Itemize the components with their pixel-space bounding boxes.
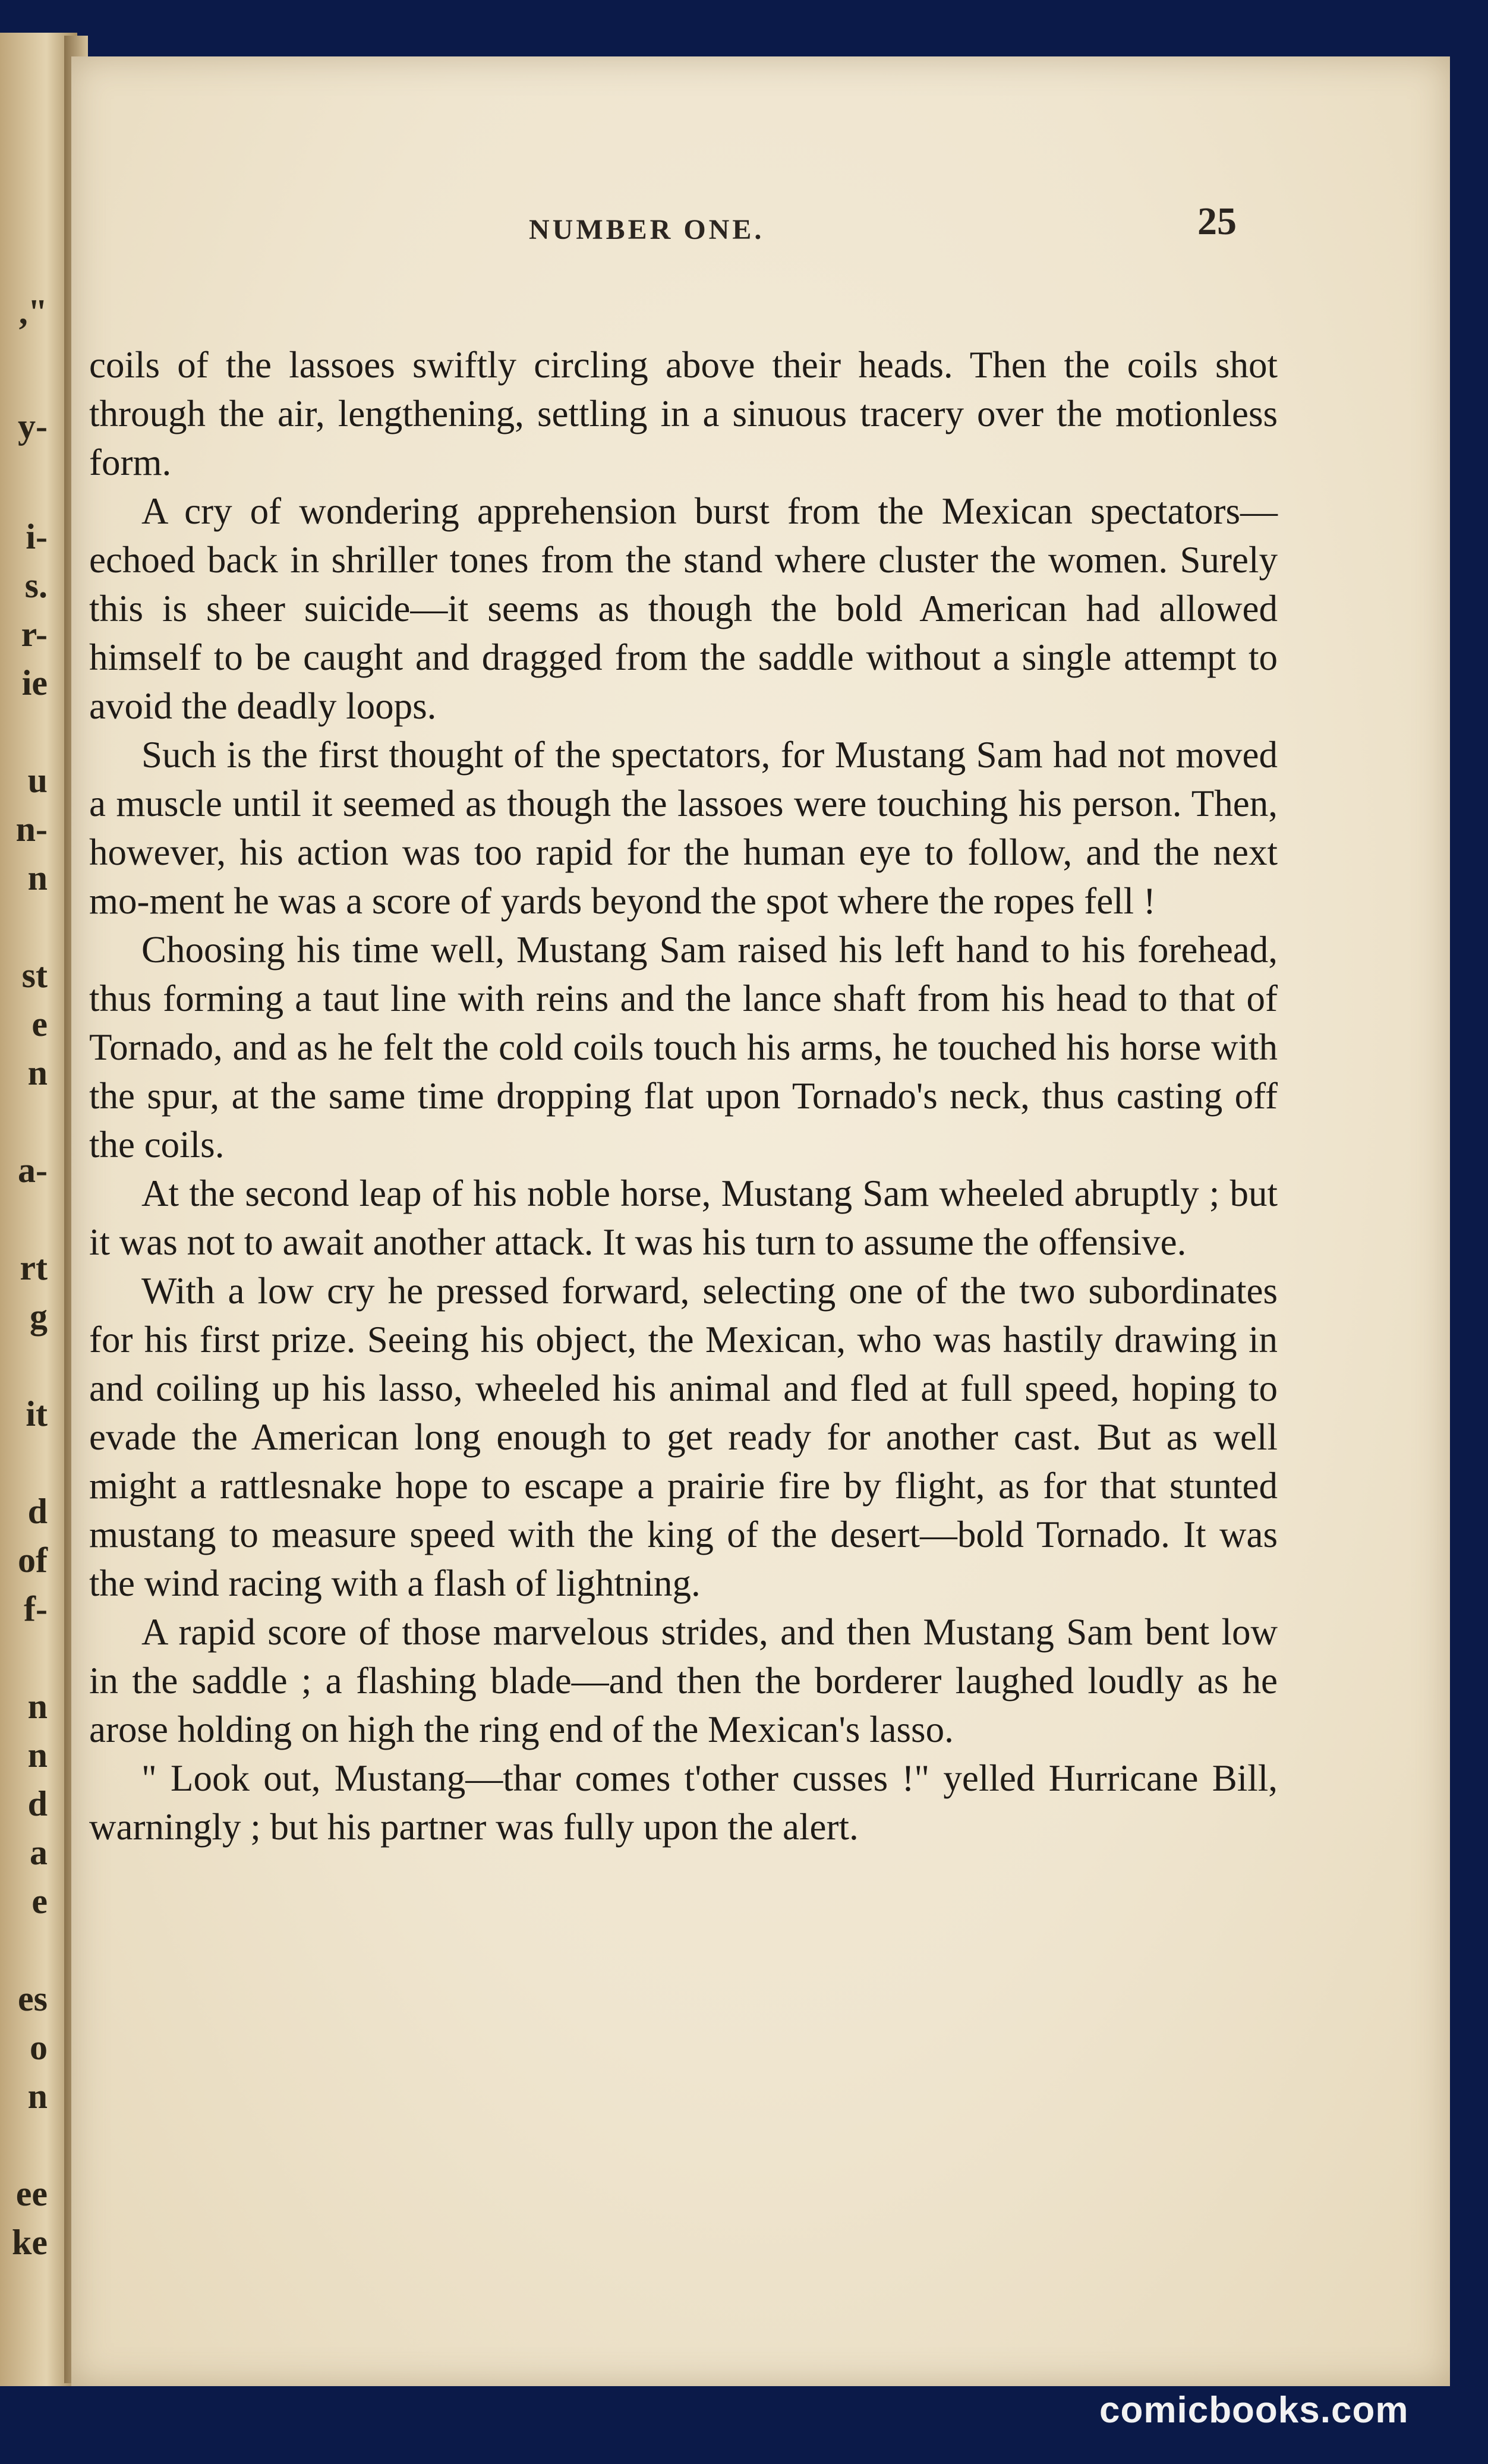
previous-page-fragment: e: [31, 1004, 48, 1044]
previous-page-fragment: f-: [24, 1589, 48, 1628]
previous-page-fragment: e: [31, 1882, 48, 1921]
previous-page-fragment: d: [27, 1492, 48, 1531]
paragraph: Such is the first thought of the spectators, for Mustang Sam had not moved a muscle until it seemed as though the lassoes were touching his person. Then, however, his action was too rapid for the human eye to follow, and the next mo-ment he was a score of yards beyond the spot where the ropes fell !: [89, 734, 1278, 922]
paragraph: With a low cry he pressed forward, selecting one of the two subordinates for his first prize. Seeing his object, the Mexican, who was hastily drawing in and coiling up his lasso, wheeled his animal and fled at full speed, hoping to evade the American long enough to get ready for another cast. But as well might a rattlesnake hope to escape a prairie fire by flight, as for that stunted mustang to measure speed with the king of the desert—bold Tornado. It was the wind racing with a flash of lightning.: [89, 1270, 1278, 1604]
previous-page-fragment: n-: [15, 809, 48, 849]
previous-page-fragment: y-: [18, 407, 48, 446]
previous-page-fragment: a: [30, 1833, 48, 1872]
previous-page-fragment: r-: [21, 615, 48, 654]
previous-page-fragment: rt: [20, 1248, 48, 1287]
previous-page-fragment: u: [27, 761, 48, 800]
previous-page-fragment: s.: [24, 566, 48, 605]
previous-page-fragment: i-: [26, 517, 48, 556]
running-title: NUMBER ONE.: [529, 214, 765, 245]
previous-page-fragment: d: [27, 1784, 48, 1823]
previous-page-fragment: g: [30, 1297, 48, 1336]
previous-page-fragment: n: [27, 1735, 48, 1775]
running-head: [71, 199, 1450, 259]
previous-page-fragment: st: [21, 956, 48, 995]
previous-page-fragment: a-: [18, 1151, 48, 1190]
paragraph: Choosing his time well, Mustang Sam raised his left hand to his forehead, thus forming a taut line with reins and the lance shaft from his head to that of Tornado, and as he felt the cold coils touch his arms, he touched his horse with the spur, at the same time dropping flat upon Tornado's neck, thus casting off the coils.: [89, 929, 1278, 1165]
previous-page-fragment: ke: [12, 2223, 48, 2262]
paragraph: " Look out, Mustang—thar comes t'other cusses !" yelled Hurricane Bill, warningly ; but his partner was fully upon the alert.: [89, 1757, 1278, 1848]
body-text: [89, 341, 1278, 1851]
previous-page-fragment: ie: [21, 663, 48, 702]
previous-page-fragment: o: [30, 2028, 48, 2067]
previous-page-fragment: n: [27, 1053, 48, 1092]
previous-page-fragment: n: [27, 1687, 48, 1726]
previous-page-fragment: n: [27, 2077, 48, 2116]
previous-page-fragment: it: [26, 1394, 48, 1433]
paragraph: coils of the lassoes swiftly circling above their heads. Then the coils shot through the air, lengthening, settling in a sinuous tracery over the motionless form.: [89, 344, 1278, 483]
watermark: comicbooks.com: [1099, 2390, 1409, 2431]
page-number: 25: [1197, 200, 1237, 243]
paragraph: A cry of wondering apprehension burst from the Mexican spectators—echoed back in shriller tones from the stand where cluster the women. Surely this is sheer suicide—it seems as though the bold American had allowed himself to be caught and dragged from the saddle without a single attempt to avoid the deadly loops.: [89, 490, 1278, 727]
paragraph: A rapid score of those marvelous strides, and then Mustang Sam bent low in the saddle ; a flashing blade—and then the borderer laughed loudly as he arose holding on high the ring end of the Mexican's lasso.: [89, 1611, 1278, 1750]
book-page: [71, 56, 1450, 2386]
previous-page-fragment: es: [18, 1979, 48, 2018]
previous-page-fragment: ee: [15, 2174, 48, 2213]
previous-page-fragment: n: [27, 858, 48, 897]
previous-page-fragment: ,": [18, 292, 48, 332]
previous-page-fragment: of: [18, 1540, 48, 1580]
paragraph: At the second leap of his noble horse, Mustang Sam wheeled abruptly ; but it was not to await another attack. It was his turn to assume the offensive.: [89, 1173, 1278, 1263]
